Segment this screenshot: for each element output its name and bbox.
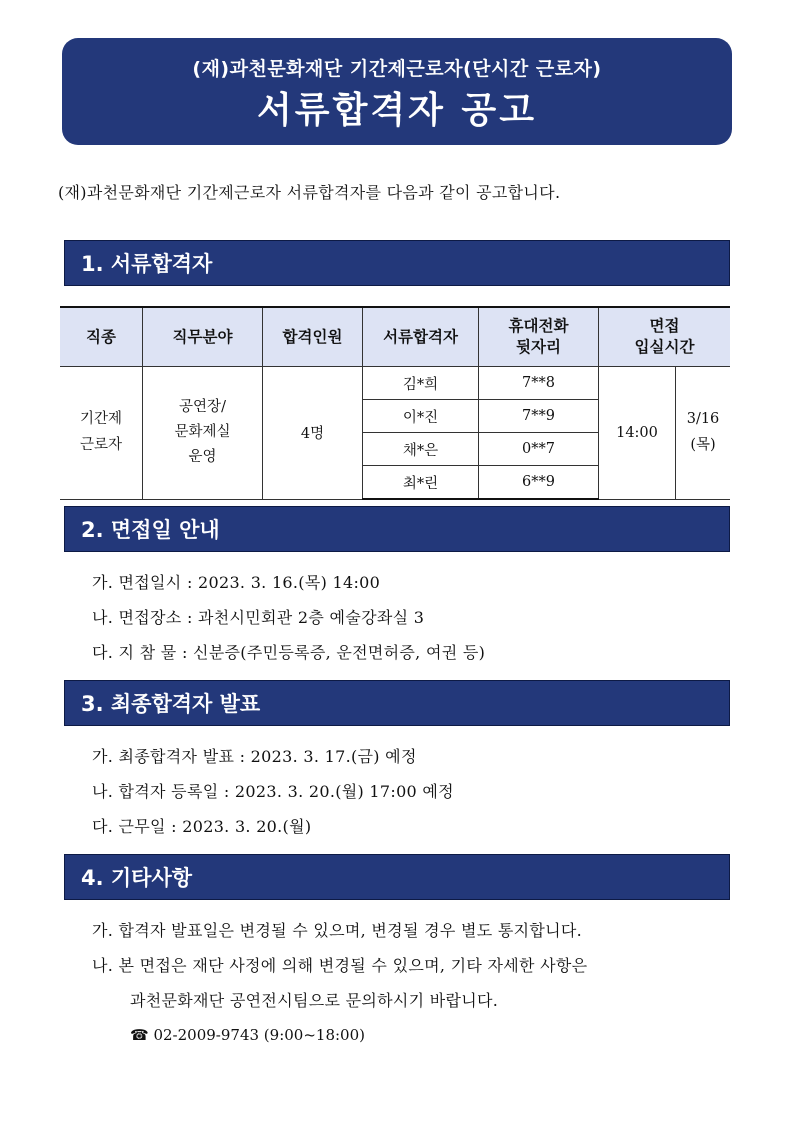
notice-item-2-continued: 과천문화재단 공연전시팀으로 문의하시기 바랍니다. (130, 991, 499, 1010)
cell-candidate-name: 이*진 (363, 400, 479, 433)
section-4-header: 4. 기타사항 (64, 854, 730, 900)
col-header-phone: 휴대전화 뒷자리 (479, 307, 599, 367)
intro-text: (재)과천문화재단 기간제근로자 서류합격자를 다음과 같이 공고합니다. (58, 183, 561, 202)
work-start-item: 다. 근무일 : 2023. 3. 20.(월) (92, 817, 312, 836)
page-title: 서류합격자 공고 (257, 90, 537, 131)
banner-subtitle: (재)과천문화재단 기간제근로자(단시간 근로자) (192, 58, 602, 80)
col-header-interview: 면접 입실시간 (599, 307, 731, 367)
table-header-row (60, 307, 730, 367)
section-2-header: 2. 면접일 안내 (64, 506, 730, 552)
interview-place-item: 나. 면접장소 : 과천시민회관 2층 예술강좌실 3 (92, 608, 425, 627)
section-3-header: 3. 최종합격자 발표 (64, 680, 730, 726)
cell-candidate-phone: 6**9 (479, 466, 599, 500)
interview-items-to-bring: 다. 지 참 물 : 신분증(주민등록증, 운전면허증, 여권 등) (92, 643, 486, 662)
section-1-header: 1. 서류합격자 (64, 240, 730, 286)
phone-icon: ☎ (130, 1026, 149, 1044)
cell-candidate-phone: 7**9 (479, 400, 599, 433)
col-header-candidate: 서류합격자 (363, 307, 479, 367)
final-announcement-item: 가. 최종합격자 발표 : 2023. 3. 17.(금) 예정 (92, 747, 417, 766)
title-banner (62, 38, 732, 145)
contact-phone (130, 1026, 365, 1044)
candidates-table (60, 306, 730, 500)
table-row (60, 367, 730, 400)
cell-candidate-phone: 0**7 (479, 433, 599, 466)
col-header-job-type: 직종 (60, 307, 143, 367)
phone-number: 02-2009-9743 (9:00~18:00) (153, 1026, 365, 1044)
cell-candidate-name: 채*은 (363, 433, 479, 466)
cell-interview-date: 3/16 (목) (676, 367, 731, 500)
col-header-count: 합격인원 (263, 307, 363, 367)
interview-date-item: 가. 면접일시 : 2023. 3. 16.(목) 14:00 (92, 573, 381, 592)
cell-count: 4명 (263, 367, 363, 500)
cell-candidate-name: 김*희 (363, 367, 479, 400)
cell-field: 공연장/ 문화제실 운영 (143, 367, 263, 500)
cell-job-type: 기간제 근로자 (60, 367, 143, 500)
cell-candidate-phone: 7**8 (479, 367, 599, 400)
cell-interview-time: 14:00 (599, 367, 676, 500)
cell-candidate-name: 최*린 (363, 466, 479, 500)
notice-item-1: 가. 합격자 발표일은 변경될 수 있으며, 변경될 경우 별도 통지합니다. (92, 921, 583, 940)
registration-date-item: 나. 합격자 등록일 : 2023. 3. 20.(월) 17:00 예정 (92, 782, 454, 801)
col-header-field: 직무분야 (143, 307, 263, 367)
notice-item-2: 나. 본 면접은 재단 사정에 의해 변경될 수 있으며, 기타 자세한 사항은 (92, 956, 588, 975)
